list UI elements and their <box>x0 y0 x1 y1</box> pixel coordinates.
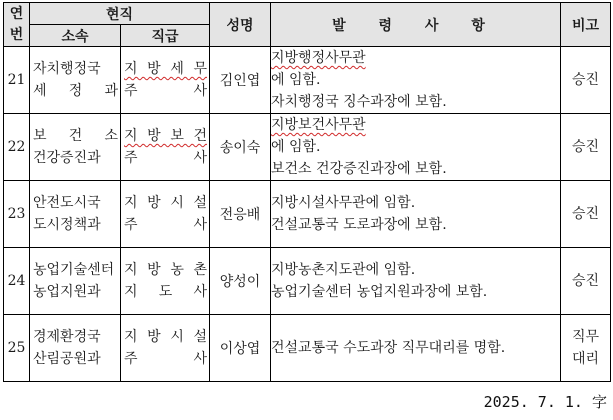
department-line: 농업지원과 <box>33 284 101 300</box>
rank-lines <box>121 181 209 247</box>
rank-cell <box>121 114 210 181</box>
department-lines <box>30 47 120 113</box>
header-name: 성명 <box>210 3 271 47</box>
orders-lines <box>271 315 560 381</box>
note-line: 승진 <box>571 72 600 88</box>
note-cell <box>561 181 611 248</box>
note-line: 대리 <box>571 351 600 367</box>
rank-line: 지 도 사 <box>124 284 207 300</box>
department-line: 농업기술센터 <box>33 262 115 278</box>
department-line: 도시정책과 <box>33 217 101 233</box>
header-note: 비고 <box>561 3 611 47</box>
department-line: 건강증진과 <box>33 150 101 166</box>
header-current-position: 현직 <box>30 3 210 25</box>
person-name: 송이숙 <box>210 114 271 181</box>
table-row <box>4 114 611 181</box>
note-cell <box>561 315 611 382</box>
orders-lines <box>271 248 560 314</box>
row-number: 23 <box>4 181 30 248</box>
department-lines <box>30 248 120 314</box>
orders-lines <box>271 114 560 180</box>
orders-line: 지방보건사무관 에 임함. <box>271 114 560 158</box>
department-lines <box>30 315 120 381</box>
rank-lines <box>121 248 209 314</box>
orders-line: 농업기술센터 농업지원과장에 보함. <box>271 284 488 300</box>
rank-line: 지 방 보 건 <box>124 128 207 144</box>
orders-lines <box>271 181 560 247</box>
header-serial-top: 연 <box>9 5 24 22</box>
table-row <box>4 47 611 114</box>
rank-line: 지 방 시 설 <box>124 329 207 345</box>
orders-line: 보건소 건강증진과장에 보함. <box>271 161 447 177</box>
table-row <box>4 181 611 248</box>
rank-line: 지 방 세 무 <box>124 61 207 77</box>
note-cell <box>561 248 611 315</box>
rank-cell <box>121 47 210 114</box>
note-lines <box>561 181 610 247</box>
rank-line: 주 사 <box>124 351 207 367</box>
rank-line: 주 사 <box>124 150 207 166</box>
appointment-rows <box>4 47 611 382</box>
rank-cell <box>121 181 210 248</box>
orders-line: 자치행정국 징수과장에 보함. <box>271 94 447 110</box>
header-serial-number <box>4 3 30 47</box>
rank-lines <box>121 114 209 180</box>
department-line: 경제환경국 <box>33 329 101 345</box>
rank-line: 주 사 <box>124 217 207 233</box>
issue-date: 2025. 7. 1. 字 <box>483 393 607 411</box>
note-lines <box>561 47 610 113</box>
department-cell <box>30 114 121 181</box>
department-line: 세 정 과 <box>33 83 118 99</box>
rank-lines <box>121 315 209 381</box>
orders-line: 건설교통국 도로과장에 보함. <box>271 217 447 233</box>
department-line: 자치행정국 <box>33 61 101 77</box>
header-orders: 발 령 사 항 <box>271 3 561 47</box>
orders-cell <box>271 181 561 248</box>
note-line: 승진 <box>571 273 600 289</box>
note-cell <box>561 47 611 114</box>
note-lines <box>561 248 610 314</box>
department-line: 산림공원과 <box>33 351 101 367</box>
department-cell <box>30 181 121 248</box>
orders-line: 지방농촌지도관에 임함. <box>271 262 416 278</box>
rank-line: 주 사 <box>124 83 207 99</box>
header-department: 소속 <box>30 25 121 47</box>
spellcheck-underline: 지방행정사무관 <box>271 50 366 66</box>
note-line: 직무 <box>571 329 600 345</box>
header-rank: 직급 <box>121 25 210 47</box>
appointment-table <box>3 2 611 382</box>
header-serial-bottom: 번 <box>9 26 24 43</box>
department-line: 보 건 소 <box>33 128 118 144</box>
rank-cell <box>121 315 210 382</box>
department-lines <box>30 181 120 247</box>
person-name: 김인엽 <box>210 47 271 114</box>
spellcheck-underline: 지방보건사무관 <box>271 117 366 133</box>
department-cell <box>30 315 121 382</box>
note-line: 승진 <box>571 206 600 222</box>
row-number: 22 <box>4 114 30 181</box>
person-name: 양성이 <box>210 248 271 315</box>
row-number: 21 <box>4 47 30 114</box>
department-cell <box>30 47 121 114</box>
note-cell <box>561 114 611 181</box>
orders-cell <box>271 114 561 181</box>
table-row <box>4 315 611 382</box>
rank-lines <box>121 47 209 113</box>
table-row <box>4 248 611 315</box>
orders-line: 건설교통국 수도과장 직무대리를 명함. <box>271 340 506 356</box>
note-lines <box>561 315 610 381</box>
row-number: 25 <box>4 315 30 382</box>
rank-line: 지 방 농 촌 <box>124 262 207 278</box>
orders-cell <box>271 248 561 315</box>
note-lines <box>561 114 610 180</box>
orders-cell <box>271 315 561 382</box>
rank-cell <box>121 248 210 315</box>
note-line: 승진 <box>571 139 600 155</box>
orders-lines <box>271 47 560 113</box>
orders-line: 지방행정사무관 에 임함. <box>271 47 560 91</box>
department-cell <box>30 248 121 315</box>
person-name: 이상엽 <box>210 315 271 382</box>
orders-cell <box>271 47 561 114</box>
orders-line: 지방시설사무관에 임함. <box>271 195 416 211</box>
row-number: 24 <box>4 248 30 315</box>
department-line: 안전도시국 <box>33 195 101 211</box>
person-name: 전응배 <box>210 181 271 248</box>
rank-line: 지 방 시 설 <box>124 195 207 211</box>
department-lines <box>30 114 120 180</box>
